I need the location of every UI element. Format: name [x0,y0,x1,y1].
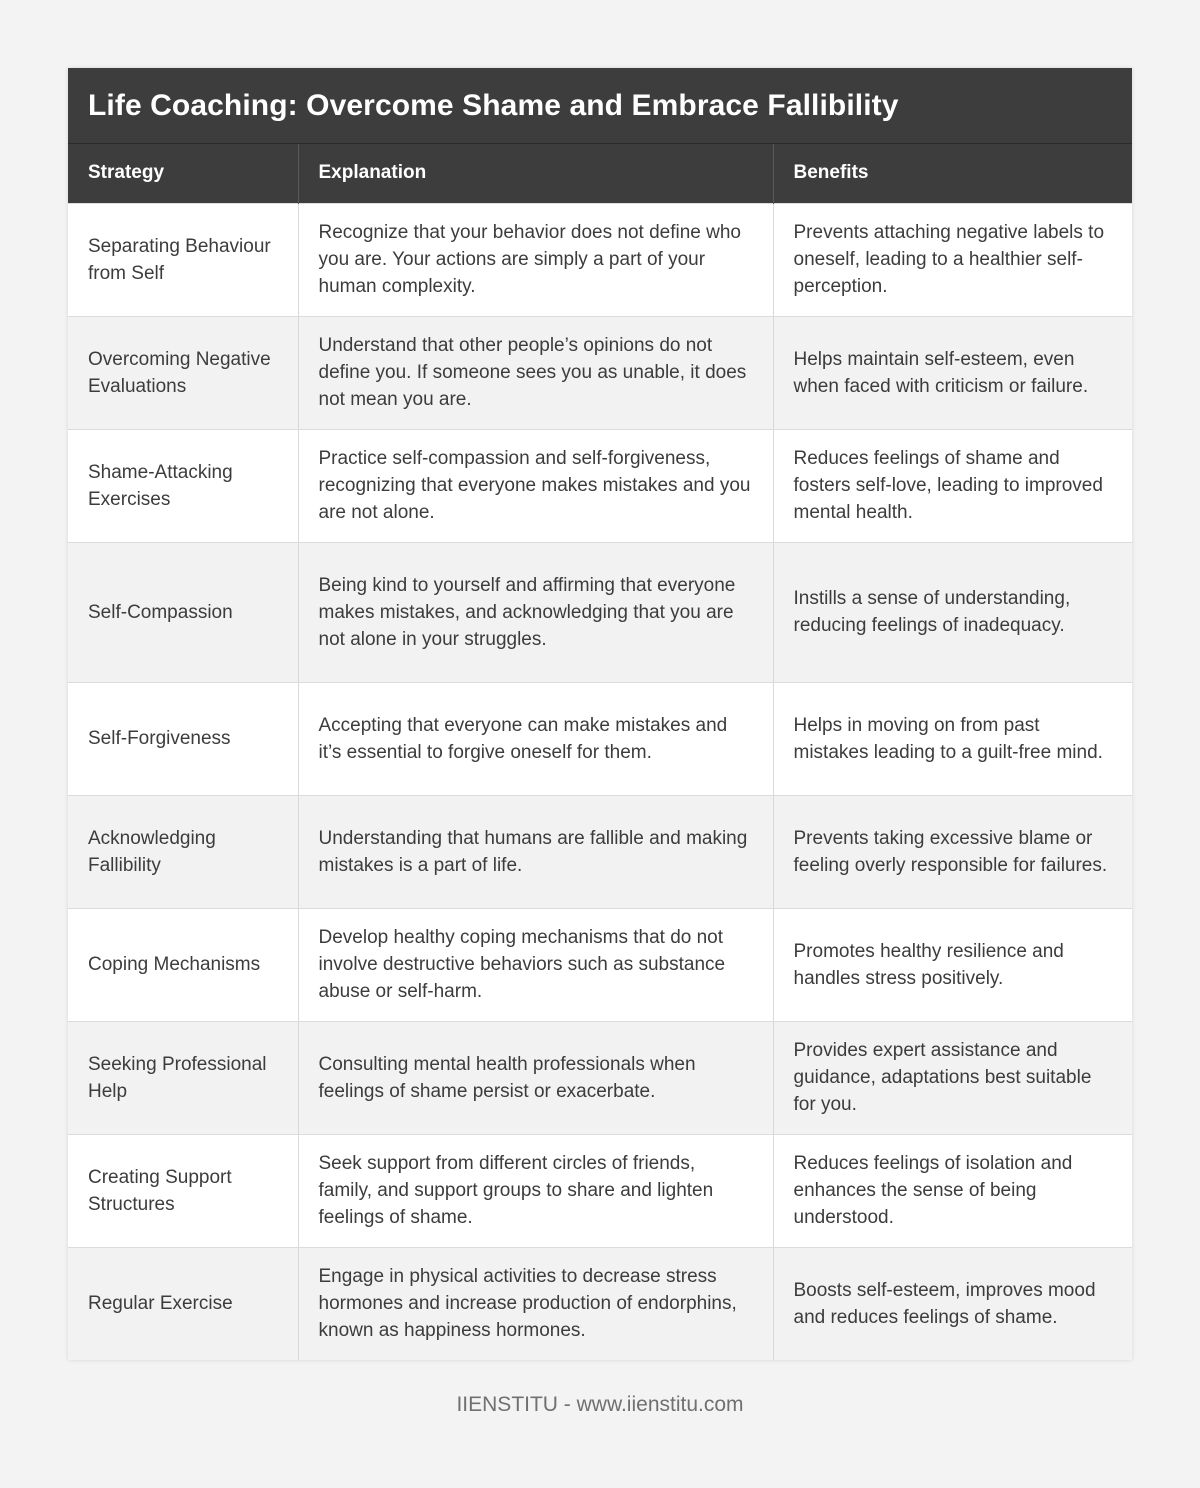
cell-strategy: Acknowledging Fallibility [68,795,298,908]
page-title: Life Coaching: Overcome Shame and Embrace Fallibility [88,88,899,122]
table-row [68,429,1132,542]
cell-strategy: Self-Compassion [68,542,298,682]
cell-explanation: Understanding that humans are fallible and making mistakes is a part of life. [298,795,773,908]
table-row [68,316,1132,429]
table-header-row [68,144,1132,203]
cell-explanation: Understand that other people’s opinions do not define you. If someone sees you as unable, it does not mean you are. [298,316,773,429]
table-row [68,682,1132,795]
table-row [68,203,1132,316]
cell-benefits: Helps in moving on from past mistakes leading to a guilt-free mind. [773,682,1132,795]
table-row [68,908,1132,1021]
table-row [68,1021,1132,1134]
cell-explanation: Develop healthy coping mechanisms that do not involve destructive behaviors such as substance abuse or self-harm. [298,908,773,1021]
cell-benefits: Boosts self-esteem, improves mood and reduces feelings of shame. [773,1247,1132,1360]
cell-benefits: Helps maintain self-esteem, even when faced with criticism or failure. [773,316,1132,429]
cell-explanation: Practice self-compassion and self-forgiveness, recognizing that everyone makes mistakes and you are not alone. [298,429,773,542]
title-bar [68,68,1132,144]
cell-strategy: Regular Exercise [68,1247,298,1360]
cell-benefits: Reduces feelings of isolation and enhances the sense of being understood. [773,1134,1132,1247]
cell-explanation: Recognize that your behavior does not define who you are. Your actions are simply a part of your human complexity. [298,203,773,316]
column-header-strategy: Strategy [68,144,298,203]
strategy-table [68,144,1132,1360]
column-header-explanation: Explanation [298,144,773,203]
cell-strategy: Seeking Professional Help [68,1021,298,1134]
table-row [68,795,1132,908]
cell-benefits: Prevents taking excessive blame or feeling overly responsible for failures. [773,795,1132,908]
table-row [68,542,1132,682]
cell-explanation: Being kind to yourself and affirming that everyone makes mistakes, and acknowledging that you are not alone in your struggles. [298,542,773,682]
column-header-benefits: Benefits [773,144,1132,203]
cell-benefits: Instills a sense of understanding, reducing feelings of inadequacy. [773,542,1132,682]
table-row [68,1247,1132,1360]
cell-strategy: Shame-Attacking Exercises [68,429,298,542]
table-card [68,68,1132,1360]
cell-strategy: Separating Behaviour from Self [68,203,298,316]
cell-explanation: Accepting that everyone can make mistakes and it’s essential to forgive oneself for them. [298,682,773,795]
cell-benefits: Prevents attaching negative labels to oneself, leading to a healthier self-perception. [773,203,1132,316]
cell-explanation: Engage in physical activities to decrease stress hormones and increase production of endorphins, known as happiness hormones. [298,1247,773,1360]
cell-strategy: Self-Forgiveness [68,682,298,795]
cell-benefits: Promotes healthy resilience and handles stress positively. [773,908,1132,1021]
cell-benefits: Reduces feelings of shame and fosters self-love, leading to improved mental health. [773,429,1132,542]
cell-explanation: Seek support from different circles of friends, family, and support groups to share and lighten feelings of shame. [298,1134,773,1247]
cell-benefits: Provides expert assistance and guidance, adaptations best suitable for you. [773,1021,1132,1134]
cell-strategy: Coping Mechanisms [68,908,298,1021]
footer-credit: IIENSTITU - www.iienstitu.com [456,1393,744,1416]
cell-explanation: Consulting mental health professionals when feelings of shame persist or exacerbate. [298,1021,773,1134]
cell-strategy: Overcoming Negative Evaluations [68,316,298,429]
cell-strategy: Creating Support Structures [68,1134,298,1247]
table-row [68,1134,1132,1247]
